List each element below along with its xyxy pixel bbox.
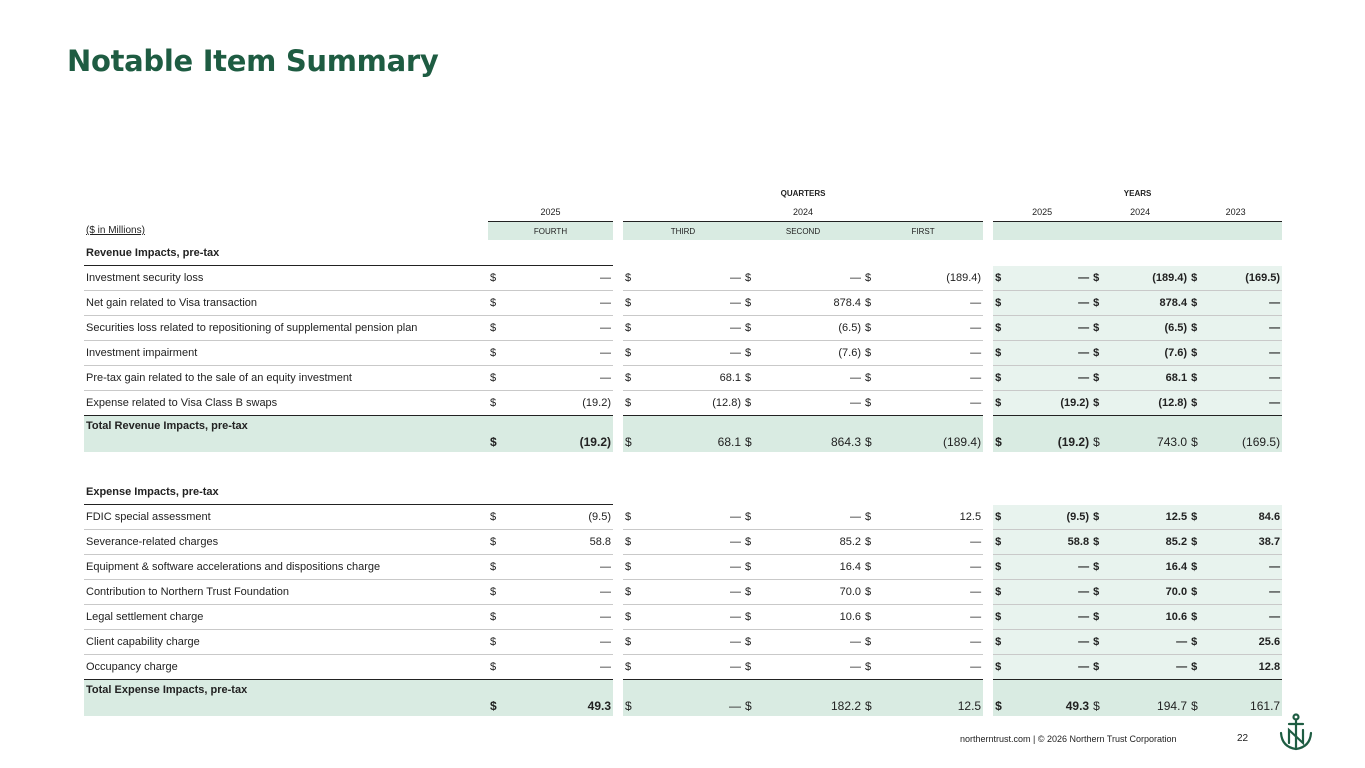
value-cell: — [637,341,743,366]
currency-symbol: $ [863,580,877,605]
row-label: Total Expense Impacts, pre-tax [84,680,488,717]
currency-symbol: $ [993,505,1007,530]
expense-heading: Expense Impacts, pre-tax [84,479,488,505]
currency-symbol: $ [743,580,757,605]
currency-symbol: $ [993,555,1007,580]
currency-symbol: $ [993,530,1007,555]
value-cell: 25.6 [1203,630,1282,655]
currency-symbol: $ [488,680,502,717]
currency-symbol: $ [623,341,637,366]
currency-symbol: $ [743,555,757,580]
currency-symbol: $ [993,580,1007,605]
currency-symbol: $ [488,416,502,453]
value-cell: 10.6 [1105,605,1189,630]
revenue-section [84,240,1282,452]
quarter-header-fourth: FOURTH [488,222,613,241]
value-cell: — [502,655,613,680]
value-cell: 68.1 [1105,366,1189,391]
value-cell: — [1007,366,1091,391]
value-cell: (189.4) [1105,266,1189,291]
currency-symbol: $ [623,291,637,316]
currency-symbol: $ [993,655,1007,680]
currency-symbol: $ [1189,630,1203,655]
value-cell: — [637,291,743,316]
value-cell: — [1203,605,1282,630]
currency-symbol: $ [863,530,877,555]
value-cell: (6.5) [757,316,863,341]
value-cell: (9.5) [502,505,613,530]
currency-symbol: $ [863,291,877,316]
currency-symbol: $ [623,266,637,291]
northern-trust-anchor-logo-icon [1278,713,1314,753]
currency-symbol: $ [1091,630,1105,655]
row-label: Client capability charge [84,630,488,655]
row-label: Equipment & software accelerations and dispositions charge [84,555,488,580]
year-header-y2023: 2023 [1189,203,1282,222]
currency-symbol: $ [1189,416,1203,453]
currency-symbol: $ [993,316,1007,341]
value-cell: 12.8 [1203,655,1282,680]
years-header: YEARS [1123,189,1152,198]
value-cell: — [637,605,743,630]
currency-symbol: $ [1091,580,1105,605]
quarter-header-second: SECOND [743,222,863,241]
value-cell: — [502,341,613,366]
value-cell: — [757,391,863,416]
value-cell: — [1007,655,1091,680]
value-cell: (189.4) [877,266,983,291]
currency-symbol: $ [993,341,1007,366]
currency-symbol: $ [1091,530,1105,555]
currency-symbol: $ [488,266,502,291]
value-cell: — [1203,291,1282,316]
value-cell: — [637,580,743,605]
currency-symbol: $ [863,630,877,655]
value-cell: — [502,291,613,316]
value-cell: 68.1 [637,416,743,453]
currency-symbol: $ [1091,391,1105,416]
currency-symbol: $ [1189,505,1203,530]
table-row [84,655,1282,680]
currency-symbol: $ [863,505,877,530]
value-cell: — [1203,391,1282,416]
row-label: FDIC special assessment [84,505,488,530]
currency-symbol: $ [623,316,637,341]
row-label: Investment impairment [84,341,488,366]
value-cell: — [1203,341,1282,366]
currency-symbol: $ [623,580,637,605]
value-cell: 58.8 [1007,530,1091,555]
currency-symbol: $ [1091,505,1105,530]
value-cell: — [877,391,983,416]
row-label: Total Revenue Impacts, pre-tax [84,416,488,453]
value-cell: (7.6) [757,341,863,366]
value-cell: — [637,316,743,341]
units-label: ($ in Millions) [86,225,145,237]
year-header-y2024: 2024 [1091,203,1189,222]
currency-symbol: $ [743,680,757,717]
row-label: Expense related to Visa Class B swaps [84,391,488,416]
currency-symbol: $ [743,316,757,341]
currency-symbol: $ [623,555,637,580]
value-cell: — [1007,630,1091,655]
footer-copyright: northerntrust.com | © 2026 Northern Trust Corporation [960,734,1177,744]
value-cell: (19.2) [502,391,613,416]
row-label: Occupancy charge [84,655,488,680]
year-header-q2024: 2024 [623,203,983,222]
currency-symbol: $ [488,341,502,366]
year-header-q2025: 2025 [488,203,613,222]
currency-symbol: $ [623,366,637,391]
currency-symbol: $ [1189,655,1203,680]
currency-symbol: $ [623,416,637,453]
value-cell: (19.2) [502,416,613,453]
value-cell: (189.4) [877,416,983,453]
value-cell: 49.3 [502,680,613,717]
currency-symbol: $ [743,291,757,316]
value-cell: 70.0 [757,580,863,605]
row-label: Contribution to Northern Trust Foundation [84,580,488,605]
quarter-header-third: THIRD [623,222,743,241]
currency-symbol: $ [1091,605,1105,630]
value-cell: (9.5) [1007,505,1091,530]
currency-symbol: $ [623,680,637,717]
currency-symbol: $ [488,605,502,630]
value-cell: — [757,266,863,291]
currency-symbol: $ [1189,341,1203,366]
currency-symbol: $ [993,291,1007,316]
year-header-y2025: 2025 [993,203,1091,222]
revenue-heading: Revenue Impacts, pre-tax [84,240,488,266]
value-cell: 878.4 [757,291,863,316]
table-row [84,316,1282,341]
table-row [84,266,1282,291]
value-cell: — [877,555,983,580]
currency-symbol: $ [623,530,637,555]
value-cell: — [757,366,863,391]
currency-symbol: $ [1091,316,1105,341]
currency-symbol: $ [1189,580,1203,605]
value-cell: — [502,630,613,655]
table-row [84,605,1282,630]
currency-symbol: $ [993,391,1007,416]
quarters-header: QUARTERS [780,189,826,198]
currency-symbol: $ [863,391,877,416]
value-cell: — [1203,316,1282,341]
value-cell: (19.2) [1007,391,1091,416]
row-label: Pre-tax gain related to the sale of an equity investment [84,366,488,391]
table-row [84,341,1282,366]
value-cell: — [1007,266,1091,291]
currency-symbol: $ [488,530,502,555]
currency-symbol: $ [623,505,637,530]
value-cell: — [877,530,983,555]
currency-symbol: $ [863,555,877,580]
years-subheader-band [993,222,1282,241]
table-row [84,530,1282,555]
currency-symbol: $ [1189,291,1203,316]
value-cell: — [637,266,743,291]
table-row [84,555,1282,580]
value-cell: 194.7 [1105,680,1189,717]
currency-symbol: $ [1189,530,1203,555]
value-cell: — [637,530,743,555]
row-label: Legal settlement charge [84,605,488,630]
value-cell: — [502,605,613,630]
currency-symbol: $ [863,266,877,291]
value-cell: — [637,630,743,655]
table-row [84,391,1282,416]
value-cell: 38.7 [1203,530,1282,555]
value-cell: 68.1 [637,366,743,391]
currency-symbol: $ [743,266,757,291]
currency-symbol: $ [488,630,502,655]
currency-symbol: $ [993,680,1007,717]
value-cell: 16.4 [757,555,863,580]
currency-symbol: $ [743,630,757,655]
value-cell: 743.0 [1105,416,1189,453]
currency-symbol: $ [1189,555,1203,580]
value-cell: 58.8 [502,530,613,555]
currency-symbol: $ [488,555,502,580]
table-row [84,580,1282,605]
value-cell: 12.5 [877,680,983,717]
value-cell: (12.8) [1105,391,1189,416]
currency-symbol: $ [863,366,877,391]
value-cell: — [877,341,983,366]
value-cell: — [502,366,613,391]
currency-symbol: $ [623,630,637,655]
value-cell: — [877,366,983,391]
currency-symbol: $ [743,605,757,630]
table-row [84,366,1282,391]
value-cell: — [877,291,983,316]
currency-symbol: $ [863,605,877,630]
value-cell: — [757,630,863,655]
currency-symbol: $ [993,605,1007,630]
value-cell: 10.6 [757,605,863,630]
value-cell: 70.0 [1105,580,1189,605]
quarter-header-first: FIRST [863,222,983,241]
currency-symbol: $ [1189,266,1203,291]
currency-symbol: $ [863,316,877,341]
currency-symbol: $ [623,391,637,416]
page-number: 22 [1237,733,1249,744]
currency-symbol: $ [1189,680,1203,717]
value-cell: — [757,655,863,680]
value-cell: (169.5) [1203,416,1282,453]
currency-symbol: $ [863,416,877,453]
value-cell: (12.8) [637,391,743,416]
value-cell: — [502,266,613,291]
value-cell: — [637,555,743,580]
value-cell: — [877,580,983,605]
value-cell: — [637,505,743,530]
currency-symbol: $ [863,680,877,717]
table-row [84,291,1282,316]
value-cell: — [637,655,743,680]
table-row [84,630,1282,655]
value-cell: 85.2 [757,530,863,555]
currency-symbol: $ [488,580,502,605]
table-row [84,505,1282,530]
value-cell: — [1007,555,1091,580]
expense-total-row [84,680,1282,717]
currency-symbol: $ [1189,366,1203,391]
currency-symbol: $ [993,630,1007,655]
value-cell: — [502,580,613,605]
value-cell: — [502,555,613,580]
currency-symbol: $ [863,655,877,680]
value-cell: 12.5 [1105,505,1189,530]
value-cell: 161.7 [1203,680,1282,717]
currency-symbol: $ [488,366,502,391]
value-cell: 864.3 [757,416,863,453]
value-cell: — [1007,316,1091,341]
currency-symbol: $ [993,416,1007,453]
currency-symbol: $ [993,266,1007,291]
value-cell: — [1203,555,1282,580]
value-cell: — [877,630,983,655]
row-label: Severance-related charges [84,530,488,555]
currency-symbol: $ [1189,316,1203,341]
value-cell: (7.6) [1105,341,1189,366]
value-cell: 84.6 [1203,505,1282,530]
value-cell: — [502,316,613,341]
currency-symbol: $ [623,605,637,630]
value-cell: 182.2 [757,680,863,717]
currency-symbol: $ [743,505,757,530]
value-cell: — [1203,580,1282,605]
currency-symbol: $ [488,391,502,416]
currency-symbol: $ [1091,341,1105,366]
currency-symbol: $ [623,655,637,680]
currency-symbol: $ [1091,655,1105,680]
notable-items-table [84,184,1282,716]
expense-section [84,479,1282,716]
currency-symbol: $ [743,655,757,680]
currency-symbol: $ [1091,555,1105,580]
value-cell: (169.5) [1203,266,1282,291]
revenue-total-row [84,416,1282,453]
value-cell: — [877,655,983,680]
currency-symbol: $ [488,316,502,341]
value-cell: — [1007,605,1091,630]
currency-symbol: $ [1189,391,1203,416]
currency-symbol: $ [488,505,502,530]
value-cell: 16.4 [1105,555,1189,580]
value-cell: 49.3 [1007,680,1091,717]
value-cell: — [1203,366,1282,391]
currency-symbol: $ [1091,366,1105,391]
currency-symbol: $ [743,341,757,366]
currency-symbol: $ [993,366,1007,391]
currency-symbol: $ [1189,605,1203,630]
value-cell: (19.2) [1007,416,1091,453]
value-cell: — [1007,341,1091,366]
value-cell: — [1105,630,1189,655]
currency-symbol: $ [743,366,757,391]
currency-symbol: $ [743,530,757,555]
value-cell: (6.5) [1105,316,1189,341]
value-cell: — [1105,655,1189,680]
row-label: Investment security loss [84,266,488,291]
value-cell: 85.2 [1105,530,1189,555]
page-title: Notable Item Summary [67,44,439,78]
currency-symbol: $ [488,655,502,680]
value-cell: — [1007,580,1091,605]
value-cell: — [637,680,743,717]
currency-symbol: $ [743,391,757,416]
value-cell: 12.5 [877,505,983,530]
value-cell: — [757,505,863,530]
currency-symbol: $ [1091,291,1105,316]
row-label: Securities loss related to repositioning of supplemental pension plan [84,316,488,341]
row-label: Net gain related to Visa transaction [84,291,488,316]
currency-symbol: $ [1091,266,1105,291]
value-cell: — [877,605,983,630]
currency-symbol: $ [1091,680,1105,717]
value-cell: — [1007,291,1091,316]
value-cell: — [877,316,983,341]
currency-symbol: $ [863,341,877,366]
value-cell: 878.4 [1105,291,1189,316]
currency-symbol: $ [743,416,757,453]
currency-symbol: $ [488,291,502,316]
currency-symbol: $ [1091,416,1105,453]
